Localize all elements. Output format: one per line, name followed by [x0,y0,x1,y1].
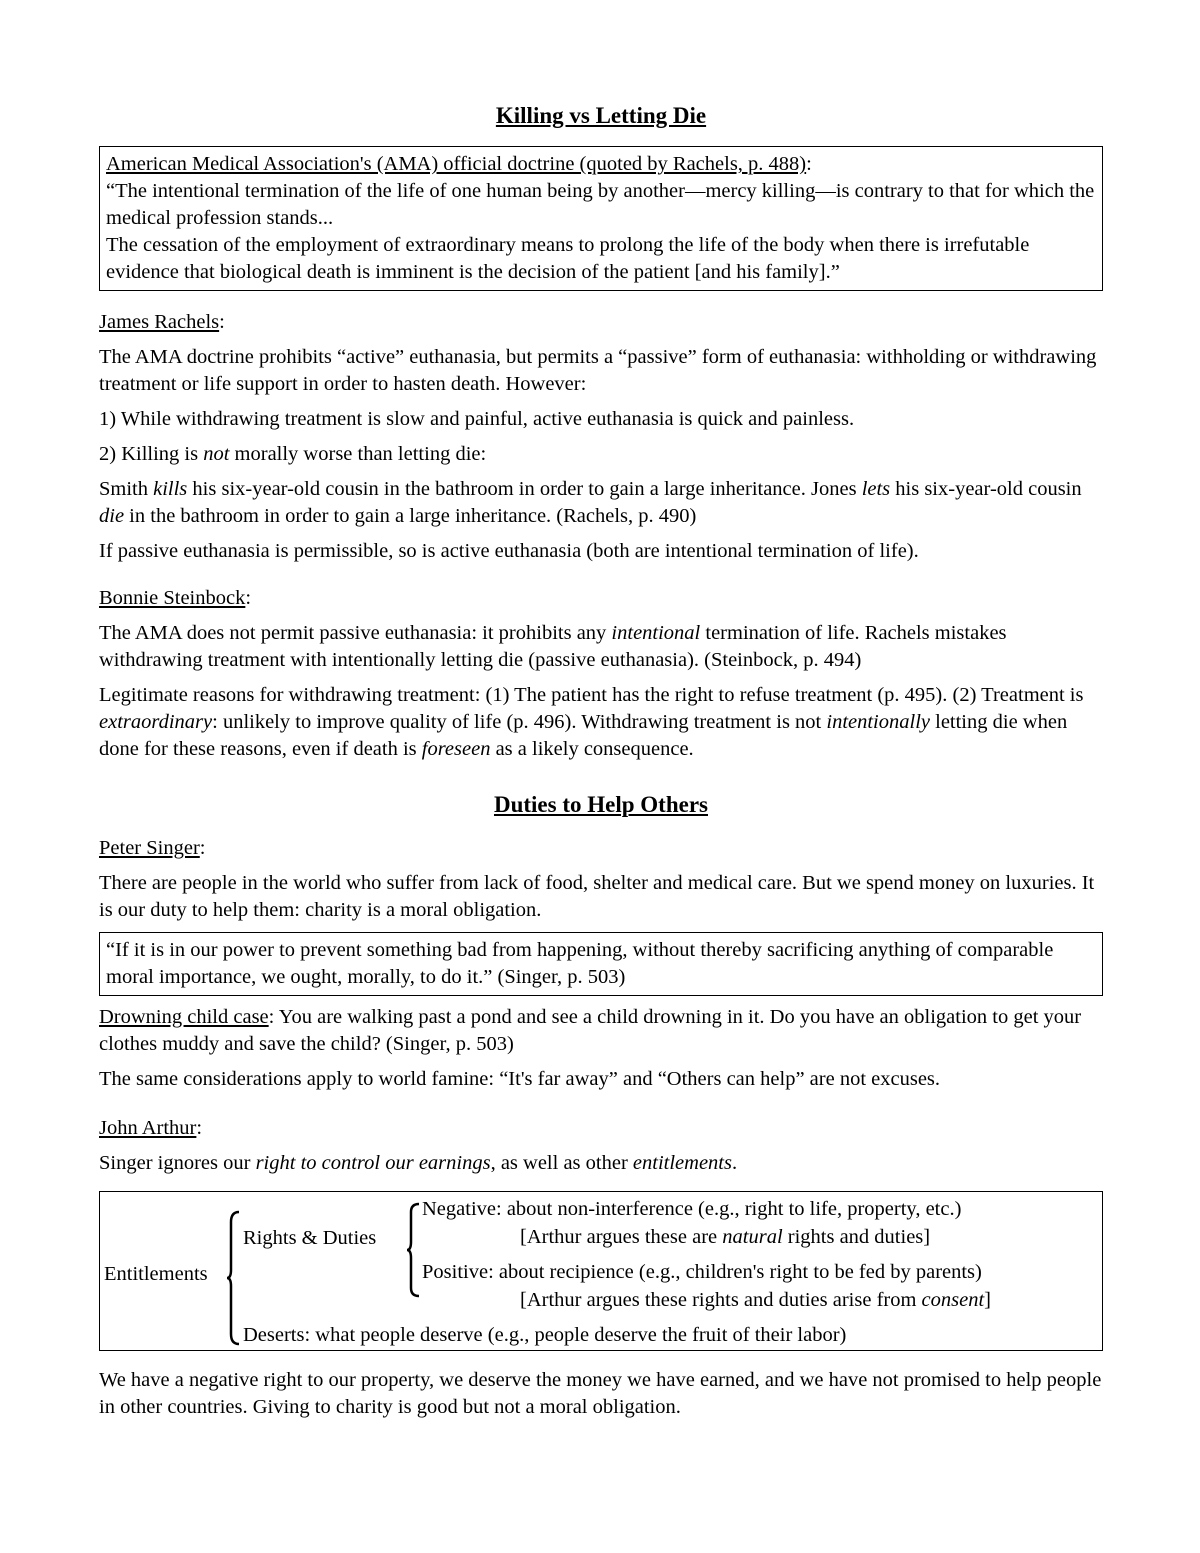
ama-quote-2: The cessation of the employment of extraordinary means to prolong the life of the body when there is irrefutable evidence that biological death is imminent is the decision of the patient [and his family].” [106,234,1030,283]
diagram-rights-duties: Rights & Duties [243,1227,377,1249]
singer-paragraph-1: There are people in the world who suffer from lack of food, shelter and medical care. But we spend money on luxuries. It is our duty to help them: charity is a moral obligation. [99,872,1095,921]
conclusion-paragraph: We have a negative right to our property, we deserve the money we have earned, and we have not promised to help people in other countries. Giving to charity is good but not a moral obligation. [99,1369,1102,1418]
rachels-name: James Rachels [99,311,220,333]
text-run: : You are walking past a pond and see a child drowning in it. Do you have an obligation to get your clothes muddy and save the child? (Singer, p. 503) [99,1006,1082,1055]
diagram-positive-note [520,1287,991,1314]
drowning-child-paragraph [99,1004,1103,1058]
rachels-paragraph-1: The AMA doctrine prohibits “active” euthanasia, but permits a “passive” form of euthanasia: withholding or withdrawing treatment or life support in order to hasten death. However: [99,346,1097,395]
rachels-paragraph-3 [99,441,1103,468]
text-run: morally worse than letting die: [229,443,487,465]
rachels-colon: : [219,311,225,333]
text-run: 2) Killing is [99,443,204,465]
emphasis: lets [861,478,891,500]
diagram-negative: Negative: about non-interference (e.g., right to life, property, etc.) [422,1198,962,1220]
author-heading-steinbock [99,585,1103,612]
emphasis: die [99,505,125,527]
brace-icon [226,1210,240,1346]
text-run: , as well as other [490,1152,633,1174]
diagram-positive: Positive: about recipience (e.g., children's right to be fed by parents) [422,1261,982,1283]
emphasis: right to control our earnings [255,1152,491,1174]
ama-quote-1: “The intentional termination of the life of one human being by another—mercy killing—is contrary to that for which the medical profession stands... [106,180,1095,229]
emphasis: consent [921,1289,985,1311]
text-run: . [731,1152,738,1174]
brace-icon [406,1202,420,1298]
entitlements-diagram [99,1191,1103,1351]
singer-paragraph-3: The same considerations apply to world famine: “It's far away” and “Others can help” are not excuses. [99,1068,941,1090]
text-run: rights and duties] [782,1226,931,1248]
emphasis: foreseen [421,738,491,760]
text-run: Smith [99,478,154,500]
steinbock-colon: : [245,587,252,609]
author-heading-rachels [99,309,1103,336]
diagram-root-entitlements: Entitlements [104,1263,208,1285]
emphasis: intentional [611,622,701,644]
ama-heading-text: American Medical Association's (AMA) official doctrine (quoted by Rachels, p. 488) [106,153,807,175]
section-title-duties: Duties to Help Others [493,792,708,817]
emphasis: kills [153,478,188,500]
text-run: [Arthur argues these rights and duties arise from [520,1289,922,1311]
text-run: : unlikely to improve quality of life (p. 496). Withdrawing treatment is not [212,711,827,733]
text-run: in the bathroom in order to gain a large inheritance. (Rachels, p. 490) [124,505,697,527]
rachels-paragraph-4 [99,476,1103,530]
singer-quote: “If it is in our power to prevent something bad from happening, without thereby sacrificing anything of comparable moral importance, we ought, morally, to do it.” (Singer, p. 503) [106,939,1054,988]
emphasis: intentionally [826,711,930,733]
text-run: termination of life. Rachels mistakes withdrawing treatment with intentionally letting die (passive euthanasia). (Steinbock, p. 494) [99,622,1007,671]
arthur-colon: : [196,1117,203,1139]
text-run: his six-year-old cousin in the bathroom in order to gain a large inheritance. Jones [187,478,862,500]
singer-quote-box [99,932,1103,996]
text-run: The AMA does not permit passive euthanasia: it prohibits any [99,622,612,644]
author-heading-arthur [99,1115,1103,1142]
diagram-negative-note [520,1224,930,1251]
arthur-name: John Arthur [99,1117,197,1139]
ama-doctrine-box [99,146,1103,291]
ama-heading [106,151,1096,178]
emphasis: not [203,443,230,465]
drowning-child-label: Drowning child case [99,1006,269,1028]
emphasis: entitlements [632,1152,732,1174]
ama-heading-colon: : [806,153,812,175]
text-run: as a likely consequence. [490,738,694,760]
text-run: letting die when done for these reasons, even if death is [99,711,1068,760]
rachels-paragraph-5: If passive euthanasia is permissible, so is active euthanasia (both are intentional termination of life). [99,540,919,562]
text-run: [Arthur argues these are [520,1226,723,1248]
author-heading-singer [99,835,1103,862]
emphasis: natural [722,1226,783,1248]
singer-name: Peter Singer [99,837,200,859]
diagram-deserts: Deserts: what people deserve (e.g., people deserve the fruit of their labor) [243,1324,847,1346]
rachels-paragraph-2: 1) While withdrawing treatment is slow and painful, active euthanasia is quick and painless. [99,408,855,430]
steinbock-paragraph-2 [99,682,1103,763]
emphasis: extraordinary [99,711,213,733]
text-run: his six-year-old cousin [890,478,1082,500]
section-title-killing: Killing vs Letting Die [495,103,707,128]
singer-colon: : [199,837,206,859]
steinbock-paragraph-1 [99,620,1103,674]
steinbock-name: Bonnie Steinbock [99,587,246,609]
text-run: Legitimate reasons for withdrawing treatment: (1) The patient has the right to refuse treatment (p. 495). (2) Treatment is [99,684,1084,706]
document-page [99,96,1103,1421]
arthur-paragraph-1 [99,1150,1103,1177]
text-run: Singer ignores our [99,1152,256,1174]
text-run: ] [984,1289,991,1311]
